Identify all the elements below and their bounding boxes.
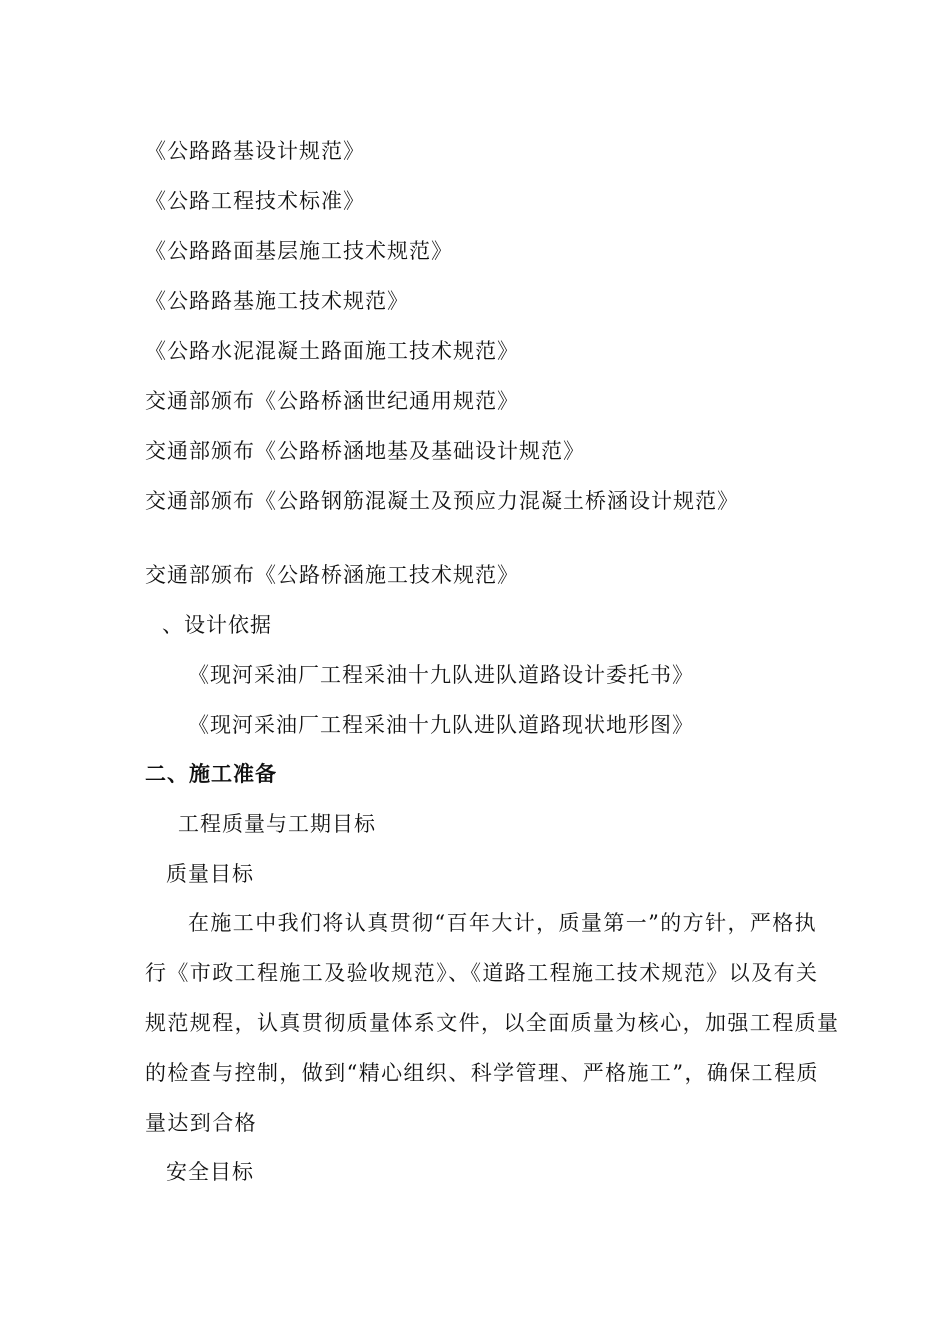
standard-item: 交通部颁布《公路桥涵世纪通用规范》 xyxy=(145,389,519,413)
standard-item: 交通部颁布《公路钢筋混凝土及预应力混凝土桥涵设计规范》 xyxy=(145,489,739,513)
standard-item: 《公路工程技术标准》 xyxy=(145,189,365,213)
quality-goal-title: 质量目标 xyxy=(166,862,254,886)
quality-paragraph-line: 的检查与控制，做到“精心组织、科学管理、严格施工”，确保工程质 xyxy=(145,1061,819,1085)
quality-paragraph-line: 在施工中我们将认真贯彻“百年大计，质量第一”的方针，严格执 xyxy=(188,911,818,935)
subsection-title: 工程质量与工期目标 xyxy=(178,812,376,836)
standard-item: 交通部颁布《公路桥涵地基及基础设计规范》 xyxy=(145,439,585,463)
section-heading: 二、施工准备 xyxy=(145,762,277,786)
standard-item: 交通部颁布《公路桥涵施工技术规范》 xyxy=(145,563,519,587)
design-basis-item: 《现河采油厂工程采油十九队进队道路设计委托书》 xyxy=(188,663,694,687)
standard-item: 《公路路面基层施工技术规范》 xyxy=(145,239,453,263)
standard-item: 《公路水泥混凝土路面施工技术规范》 xyxy=(145,339,519,363)
quality-paragraph-line: 规范规程，认真贯彻质量体系文件，以全面质量为核心，加强工程质量 xyxy=(145,1011,840,1035)
quality-paragraph-line: 量达到合格 xyxy=(145,1111,257,1135)
standard-item: 《公路路基施工技术规范》 xyxy=(145,289,409,313)
design-basis-title: 、设计依据 xyxy=(162,613,272,637)
safety-goal-title: 安全目标 xyxy=(166,1160,254,1184)
design-basis-item: 《现河采油厂工程采油十九队进队道路现状地形图》 xyxy=(188,713,694,737)
quality-paragraph-line: 行《市政工程施工及验收规范》、《道路工程施工技术规范》以及有关 xyxy=(145,961,819,985)
standard-item: 《公路路基设计规范》 xyxy=(145,139,365,163)
